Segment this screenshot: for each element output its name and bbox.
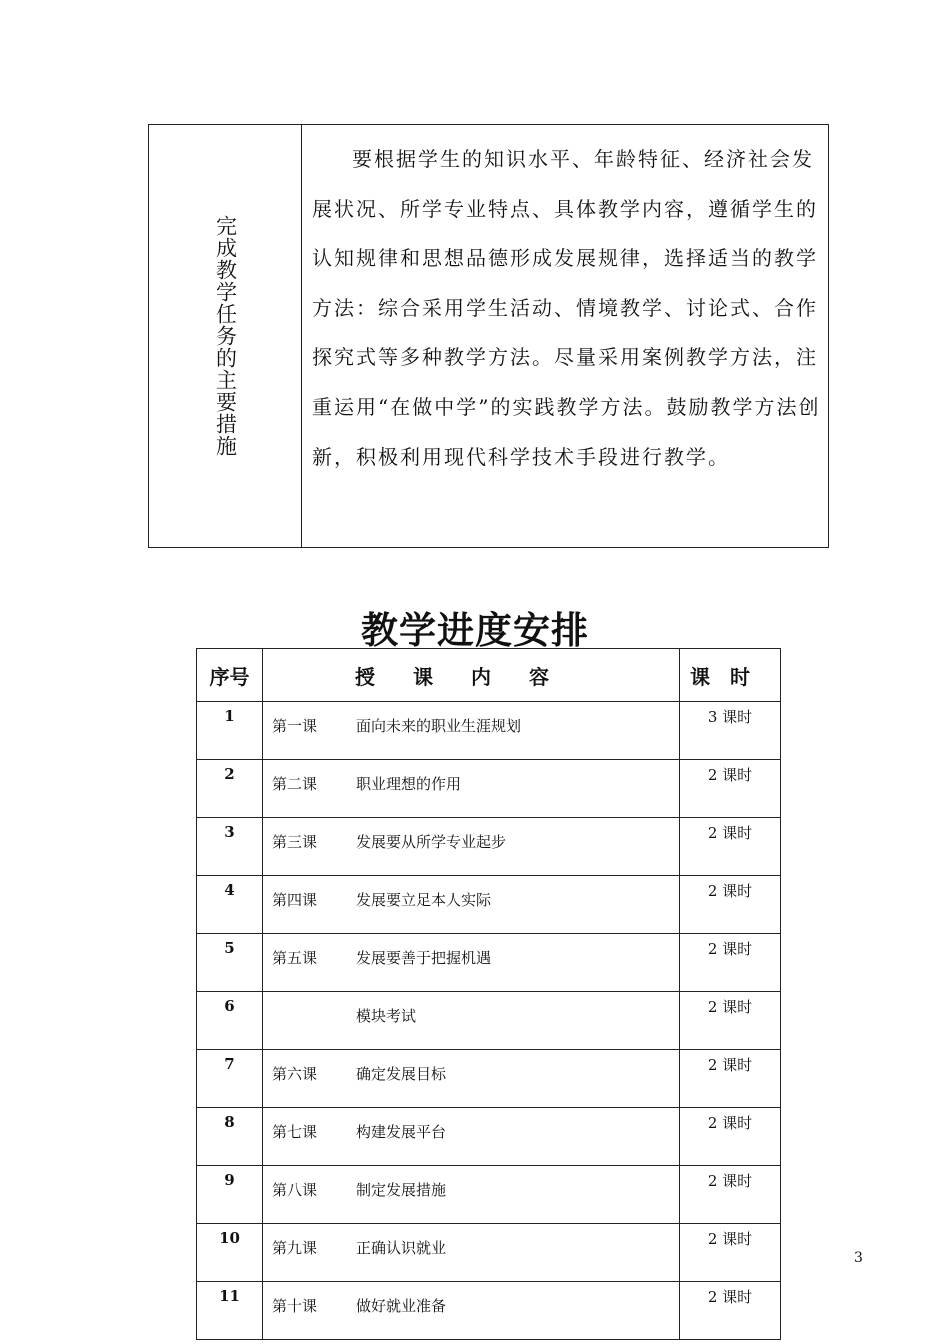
measures-text: 要根据学生的知识水平、年龄特征、经济社会发展状况、所学专业特点、具体教学内容，遵循学生的认知规律和思想品德形成发展规律，选择适当的教学方法：综合采用学生活动、情境教学、讨论式、合作探究式等多种教学方法。尽量采用案例教学方法，注重运用“在做中学”的实践教学方法。鼓励教学方法创新，积极利用现代科学技术手段进行教学。 <box>312 147 821 469</box>
row-lesson: 第四课 <box>272 891 318 909</box>
row-topic: 职业理想的作用 <box>356 775 462 793</box>
row-content <box>263 818 680 876</box>
row-number: 5 <box>197 934 263 992</box>
row-lesson: 第三课 <box>272 833 318 851</box>
row-topic: 确定发展目标 <box>356 1065 447 1083</box>
row-number: 10 <box>197 1224 263 1282</box>
row-lesson: 第五课 <box>272 949 318 967</box>
row-number: 8 <box>197 1108 263 1166</box>
row-lesson: 第一课 <box>272 717 318 735</box>
row-hours: 2 课时 <box>680 1224 781 1282</box>
row-content <box>263 1108 680 1166</box>
row-content <box>263 934 680 992</box>
row-content <box>263 876 680 934</box>
row-hours: 2 课时 <box>680 760 781 818</box>
row-hours: 2 课时 <box>680 1282 781 1340</box>
measures-content-cell <box>302 125 828 547</box>
header-num: 序号 <box>197 649 263 702</box>
row-topic: 发展要立足本人实际 <box>356 891 492 909</box>
table-row <box>197 992 781 1050</box>
row-topic: 做好就业准备 <box>356 1297 447 1315</box>
row-topic: 发展要善于把握机遇 <box>356 949 492 967</box>
row-lesson: 第二课 <box>272 775 318 793</box>
row-hours: 2 课时 <box>680 1166 781 1224</box>
row-number: 3 <box>197 818 263 876</box>
schedule-table <box>196 648 781 1340</box>
row-content <box>263 992 680 1050</box>
row-content <box>263 1224 680 1282</box>
table-row <box>197 876 781 934</box>
row-lesson: 第八课 <box>272 1181 318 1199</box>
row-topic: 模块考试 <box>356 1007 417 1025</box>
measures-label-cell <box>149 125 302 547</box>
schedule-header-row <box>197 649 781 702</box>
header-hours: 课时 <box>680 649 781 702</box>
table-row <box>197 1108 781 1166</box>
row-number: 9 <box>197 1166 263 1224</box>
table-row <box>197 1224 781 1282</box>
row-content <box>263 760 680 818</box>
row-lesson: 第九课 <box>272 1239 318 1257</box>
measures-label: 完成教学任务的主要措施 <box>213 215 238 457</box>
row-content <box>263 1050 680 1108</box>
row-topic: 构建发展平台 <box>356 1123 447 1141</box>
page-number: 3 <box>854 1250 863 1266</box>
row-hours: 2 课时 <box>680 876 781 934</box>
row-topic: 面向未来的职业生涯规划 <box>356 717 522 735</box>
row-hours: 2 课时 <box>680 992 781 1050</box>
row-content <box>263 1166 680 1224</box>
row-hours: 3 课时 <box>680 702 781 760</box>
table-row <box>197 1282 781 1340</box>
table-row <box>197 1050 781 1108</box>
teaching-measures-table <box>148 124 829 548</box>
table-row <box>197 934 781 992</box>
row-hours: 2 课时 <box>680 1050 781 1108</box>
row-lesson: 第六课 <box>272 1065 318 1083</box>
table-row <box>197 702 781 760</box>
row-number: 6 <box>197 992 263 1050</box>
row-number: 11 <box>197 1282 263 1340</box>
row-topic: 正确认识就业 <box>356 1239 447 1257</box>
row-content <box>263 1282 680 1340</box>
table-row <box>197 1166 781 1224</box>
row-number: 2 <box>197 760 263 818</box>
row-topic: 发展要从所学专业起步 <box>356 833 507 851</box>
table-row <box>197 760 781 818</box>
row-topic: 制定发展措施 <box>356 1181 447 1199</box>
row-number: 1 <box>197 702 263 760</box>
row-hours: 2 课时 <box>680 1108 781 1166</box>
row-lesson: 第十课 <box>272 1297 318 1315</box>
schedule-title: 教学进度安排 <box>361 608 589 652</box>
row-lesson: 第七课 <box>272 1123 318 1141</box>
row-hours: 2 课时 <box>680 934 781 992</box>
row-content <box>263 702 680 760</box>
table-row <box>197 818 781 876</box>
row-hours: 2 课时 <box>680 818 781 876</box>
row-number: 7 <box>197 1050 263 1108</box>
row-number: 4 <box>197 876 263 934</box>
header-content: 授课内容 <box>263 649 680 702</box>
